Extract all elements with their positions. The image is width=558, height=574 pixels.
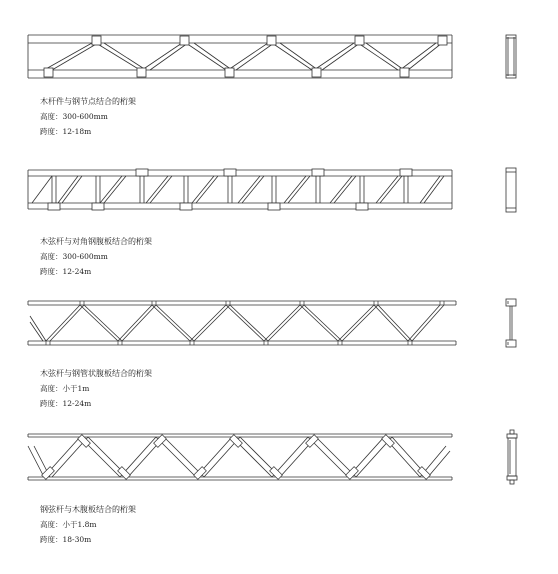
truss-2-height: 高度：300-600mm — [40, 252, 108, 261]
truss-2-title: 木弦杆与对角钢腹板结合的桁架 — [40, 237, 152, 246]
truss-3-section — [506, 299, 516, 347]
truss-1-caption — [40, 94, 440, 139]
truss-1-title: 木杆件与钢节点结合的桁架 — [40, 97, 136, 106]
truss-4-title: 钢弦杆与木腹板结合的桁架 — [40, 505, 136, 514]
truss-1-web-diagonals — [44, 43, 442, 70]
truss-1-steel-nodes — [44, 36, 447, 77]
truss-4-height: 高度：小于1.8m — [40, 520, 97, 529]
truss-2-verticals — [52, 176, 408, 203]
truss-2-section — [506, 168, 516, 212]
truss-2-caption — [40, 234, 440, 279]
truss-4-span: 跨度：18-30m — [40, 535, 92, 544]
truss-2-web-diagonals — [32, 176, 444, 203]
truss-2-span: 跨度：12-24m — [40, 267, 92, 276]
truss-2-elevation — [28, 169, 452, 210]
truss-3-web-diagonals — [30, 305, 444, 341]
truss-3-elevation — [28, 301, 456, 345]
truss-1-elevation — [28, 35, 452, 78]
truss-4-elevation — [28, 434, 452, 480]
truss-3-height: 高度：小于1m — [40, 384, 90, 393]
truss-3-caption — [40, 366, 440, 411]
truss-1-height: 高度：300-600mm — [40, 112, 108, 121]
truss-4-section — [507, 430, 517, 484]
truss-1-section — [506, 35, 516, 78]
truss-2-plates — [48, 169, 412, 210]
truss-3-title: 木弦杆与钢管状腹板结合的桁架 — [40, 369, 152, 378]
truss-4-caption — [40, 502, 440, 547]
truss-1-span: 跨度：12-18m — [40, 127, 92, 136]
truss-3-span: 跨度：12-24m — [40, 399, 92, 408]
